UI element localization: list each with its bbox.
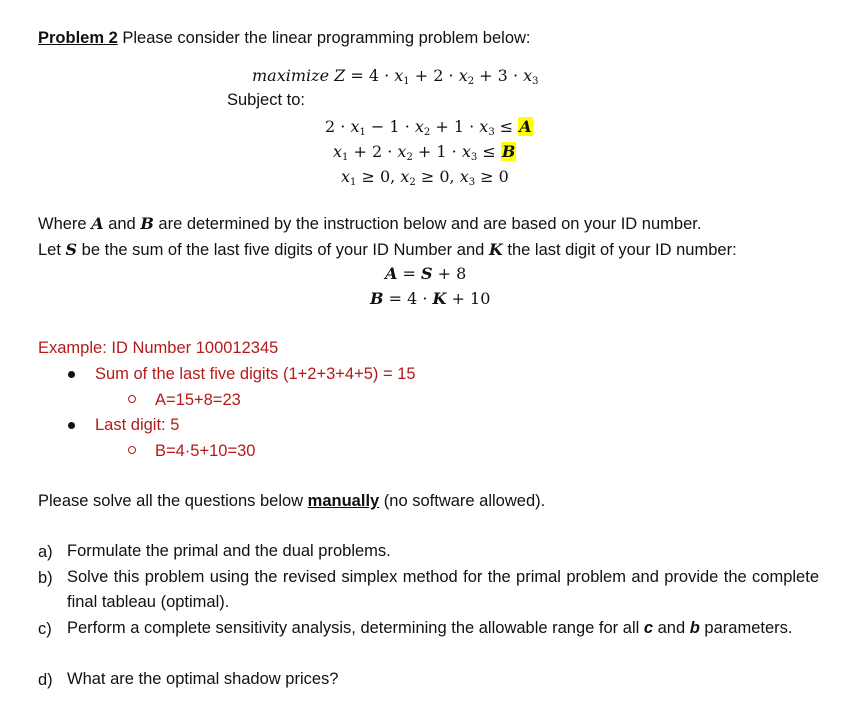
question-a-text: Formulate the primal and the dual problems. <box>67 542 391 560</box>
question-d-label: d) <box>38 671 53 689</box>
formula-b: B = 4 · K + 10 <box>370 289 491 308</box>
instr2-mid: be the sum of the last five digits of your ID Number and <box>77 241 489 259</box>
param-c: c <box>643 619 654 637</box>
solve-note-pre: Please solve all the questions below <box>38 492 308 510</box>
example-sub-2: B=4·5+10=30 <box>155 442 256 460</box>
param-b: b <box>689 619 700 637</box>
instr1-pre: Where <box>38 215 92 233</box>
problem-label: Problem 2 <box>38 29 118 47</box>
question-a-label: a) <box>38 543 53 561</box>
instr2-post: the last digit of your ID number: <box>502 241 737 259</box>
question-c-text <box>67 616 819 641</box>
instr1-post: are determined by the instruction below and are based on your ID number. <box>153 215 702 233</box>
question-d-text: What are the optimal shadow prices? <box>67 670 339 688</box>
example-bullet-2: Last digit: 5 <box>95 416 180 434</box>
constraint-2: $x_1 + 2 \cdot x_2 + 1 \cdot x_3 \le B$ <box>333 142 516 163</box>
instr1-mid: and <box>103 215 141 233</box>
question-b-label: b) <box>38 569 53 587</box>
question-c-post: parameters. <box>699 619 793 637</box>
solve-note-post: (no software allowed). <box>379 492 546 510</box>
question-c-label: c) <box>38 620 52 638</box>
instr2-pre: Let <box>38 241 66 259</box>
instruction-line-2 <box>38 240 737 260</box>
formula-a: A = S + 8 <box>385 264 467 283</box>
solve-note <box>38 492 545 511</box>
problem-intro: Please consider the linear programming problem below: <box>117 29 531 47</box>
var-k: K <box>488 240 503 259</box>
example-bullet-1: Sum of the last five digits (1+2+3+4+5) = 15 <box>95 365 416 383</box>
var-b: B <box>140 214 154 233</box>
problem-header <box>38 29 531 48</box>
var-a: A <box>91 214 104 233</box>
bullet-icon <box>68 422 75 429</box>
solve-note-emphasis: manually <box>307 492 380 510</box>
var-s: S <box>65 240 78 259</box>
bullet-icon <box>68 371 75 378</box>
constraint-1: $2 \cdot x_1 - 1 \cdot x_2 + 1 \cdot x_3 \le A$ <box>325 117 532 138</box>
nonnegativity-constraints: $x_1 \ge 0$, $x_2 \ge 0$, $x_3 \ge 0$ <box>341 167 509 188</box>
circle-bullet-icon <box>128 395 136 403</box>
question-b-text: Solve this problem using the revised simplex method for the primal problem and provide the complete final tableau (optimal). <box>67 568 819 611</box>
circle-bullet-icon <box>128 446 136 454</box>
example-title: Example: ID Number 100012345 <box>38 339 279 357</box>
example-sub-1: A=15+8=23 <box>155 391 241 409</box>
instruction-line-1 <box>38 214 701 234</box>
question-c-pre: Perform a complete sensitivity analysis, determining the allowable range for all <box>67 619 644 637</box>
objective-function: maximize $Z = 4 \cdot x_1 + 2 \cdot x_2 + 3 \cdot x_3$ <box>252 66 539 87</box>
subject-to-label: Subject to: <box>227 91 305 109</box>
question-c-mid: and <box>653 619 690 637</box>
